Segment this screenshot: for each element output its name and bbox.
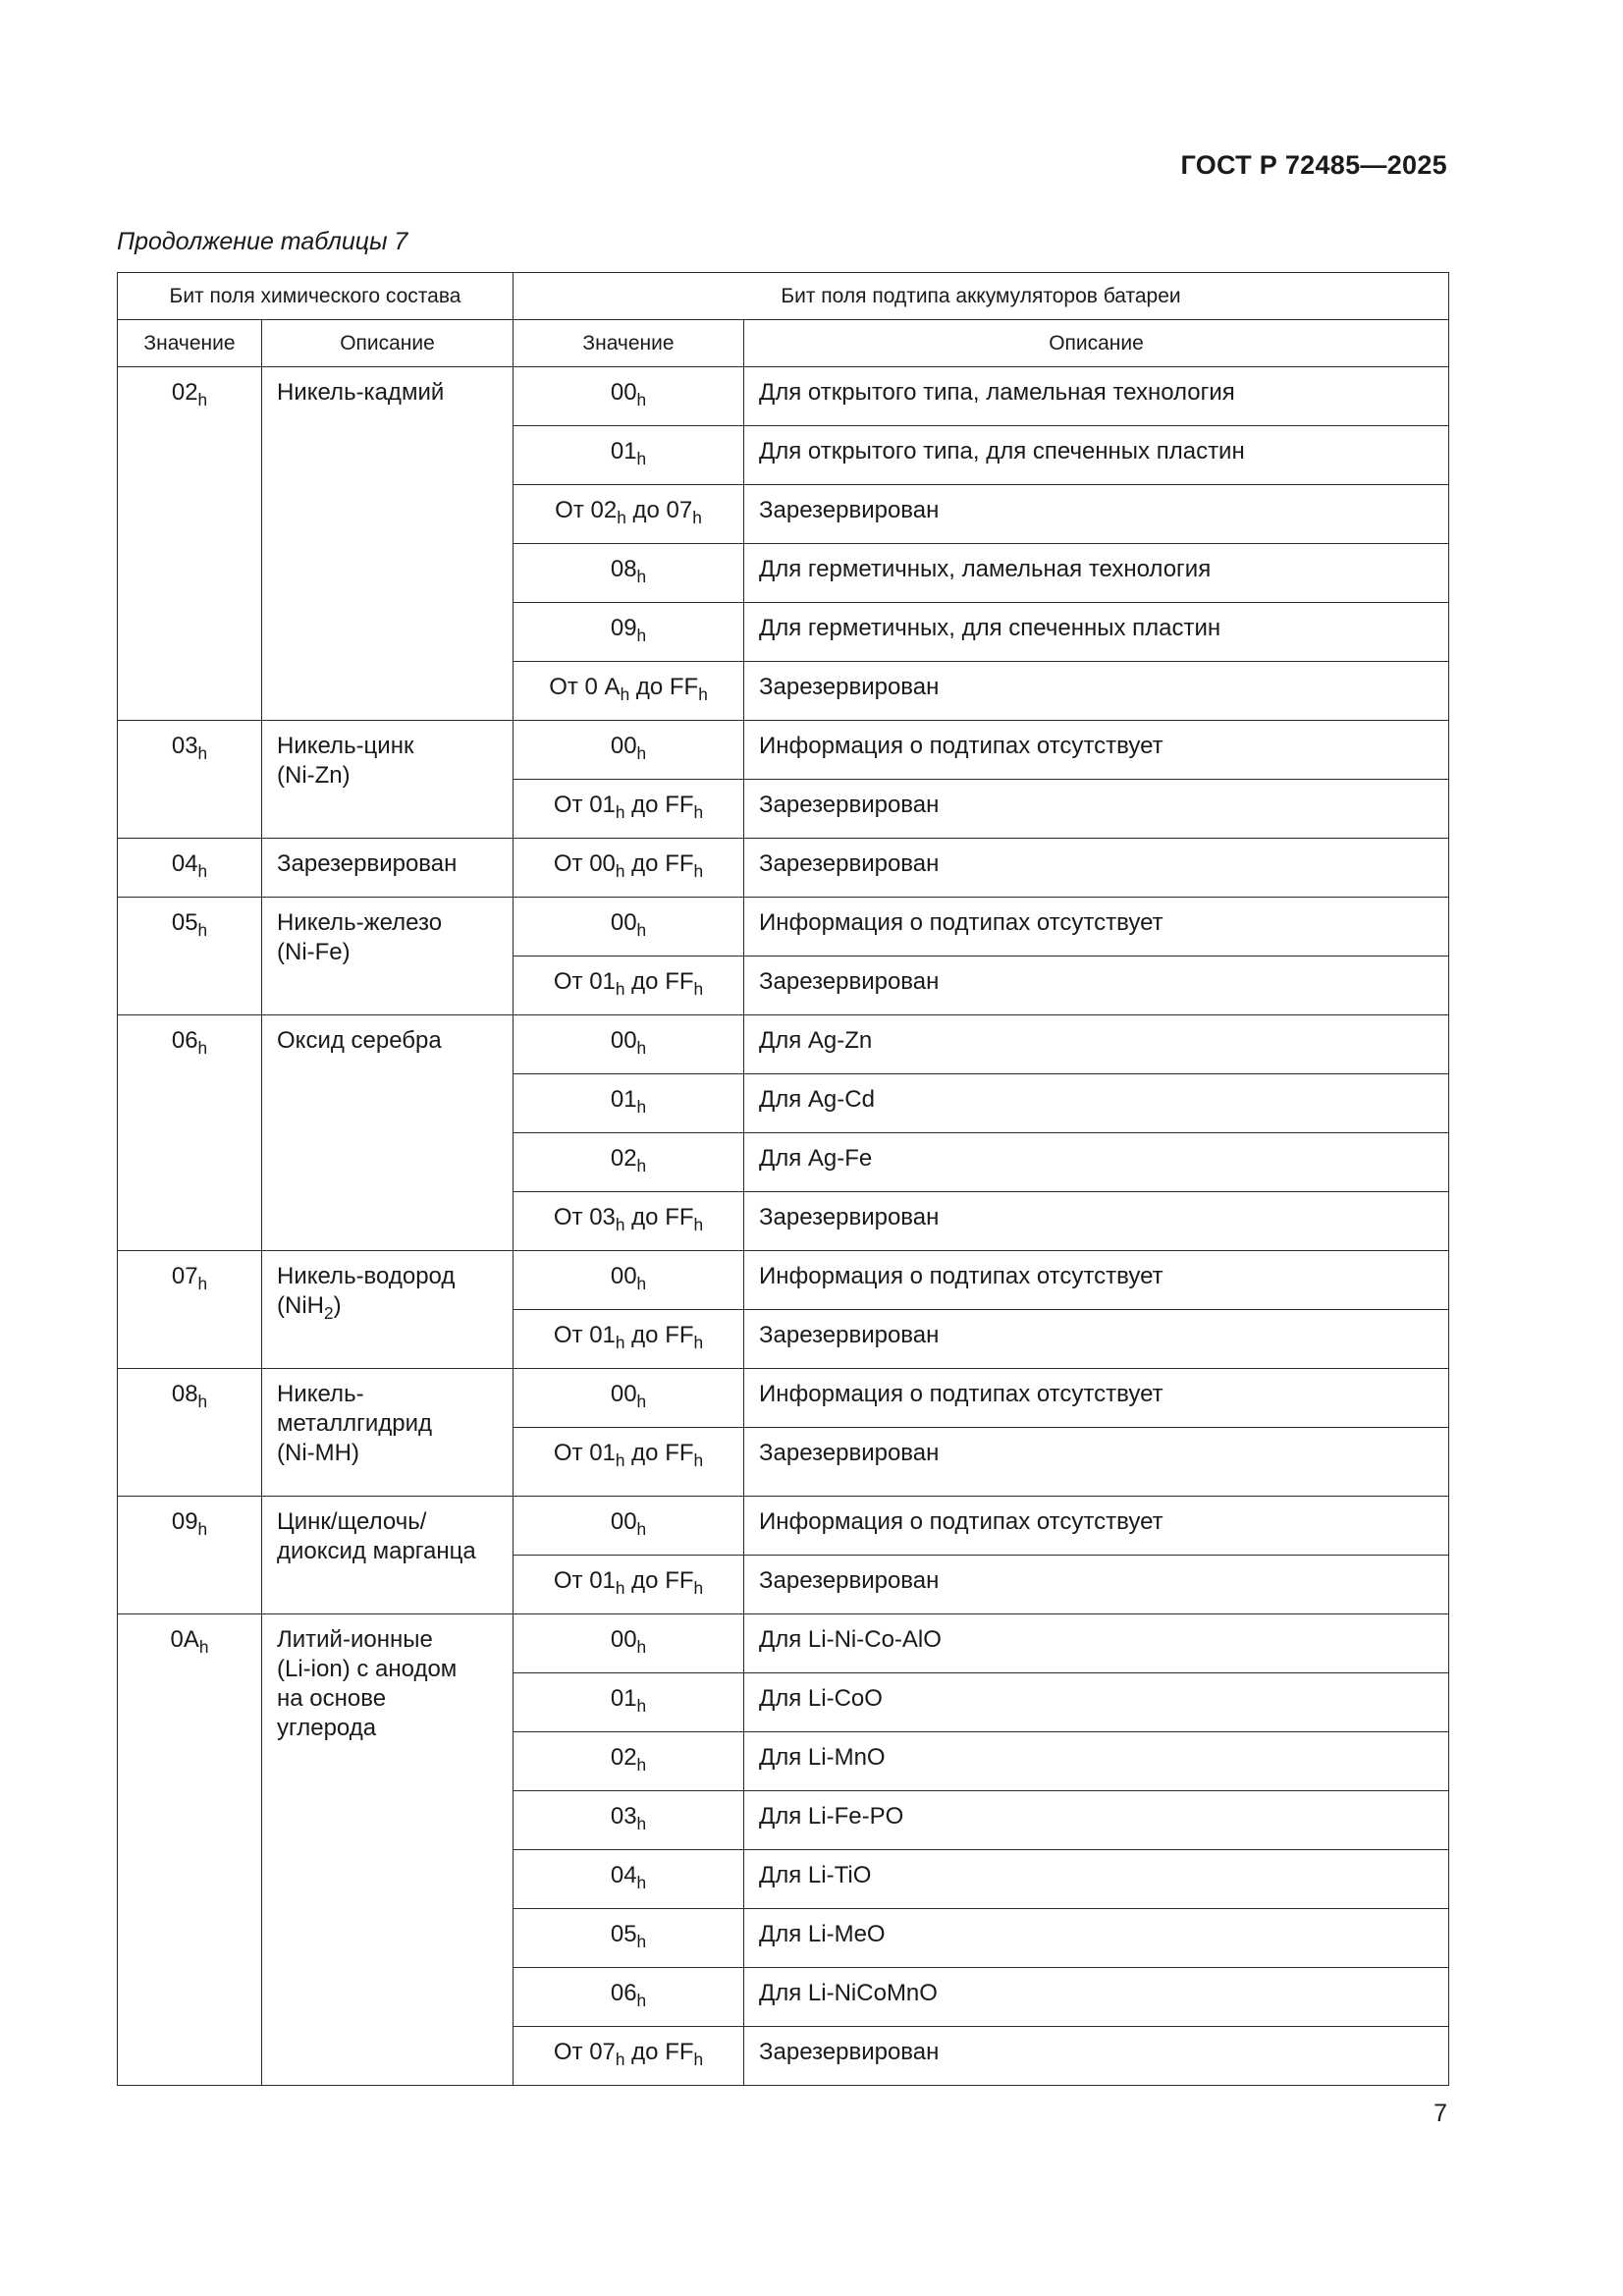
subtype-description-cell: Для герметичных, ламельная технология bbox=[744, 544, 1449, 603]
chemistry-value-cell: $0A_h$ bbox=[118, 1614, 262, 2086]
subtype-value-cell: $02_h$ bbox=[514, 1133, 744, 1192]
table-row bbox=[118, 1251, 1449, 1310]
page-number: 7 bbox=[1434, 2100, 1447, 2127]
subtype-description-cell: Зарезервирован bbox=[744, 662, 1449, 721]
subscript-h: h bbox=[636, 1755, 647, 1776]
subscript-h: h bbox=[698, 684, 708, 705]
subtype-description-cell: Зарезервирован bbox=[744, 780, 1449, 839]
subscript-h: h bbox=[197, 743, 208, 764]
subscript-h: h bbox=[636, 1696, 647, 1717]
subtype-value-cell: $05_h$ bbox=[514, 1909, 744, 1968]
subtype-description-cell: Для Li-Ni-Co-AlO bbox=[744, 1614, 1449, 1673]
subtype-description-cell: Для Li-CoO bbox=[744, 1673, 1449, 1732]
subscript-h: h bbox=[636, 1519, 647, 1540]
subscript-h: h bbox=[615, 1450, 625, 1471]
battery-chemistry-table bbox=[117, 272, 1449, 2086]
chemistry-description-cell: Никель-железо (Ni-Fe) bbox=[262, 898, 514, 1015]
chemistry-group-header: Бит поля химического состава bbox=[118, 273, 514, 320]
subtype-value-cell: $09_h$ bbox=[514, 603, 744, 662]
subtype-value-cell: От $00_h$ до $FF_h$ bbox=[514, 839, 744, 898]
subscript-h: h bbox=[693, 861, 704, 882]
subscript-h: h bbox=[636, 567, 647, 587]
column-header-row bbox=[118, 320, 1449, 367]
subtype-description-cell: Для Li-TiO bbox=[744, 1850, 1449, 1909]
subtype-value-cell: От $01_h$ до $FF_h$ bbox=[514, 957, 744, 1015]
subscript-h: h bbox=[693, 1450, 704, 1471]
subtype-value-cell: От $03_h$ до $FF_h$ bbox=[514, 1192, 744, 1251]
chemistry-value-cell: $09_h$ bbox=[118, 1497, 262, 1614]
subscript-h: h bbox=[615, 979, 625, 1000]
chemistry-description-cell: Никель-кадмий bbox=[262, 367, 514, 721]
subtype-value-cell: $06_h$ bbox=[514, 1968, 744, 2027]
document-standard-number: ГОСТ Р 72485—2025 bbox=[1180, 150, 1447, 180]
subscript-h: h bbox=[615, 1215, 625, 1235]
subtype-description-cell: Информация о подтипах отсутствует bbox=[744, 1251, 1449, 1310]
subtype-description-cell: Для Ag-Zn bbox=[744, 1015, 1449, 1074]
subtype-description-cell: Для Li-MnO bbox=[744, 1732, 1449, 1791]
subtype-value-cell: $00_h$ bbox=[514, 1497, 744, 1556]
subtype-description-cell: Информация о подтипах отсутствует bbox=[744, 721, 1449, 780]
subtype-description-cell: Зарезервирован bbox=[744, 2027, 1449, 2086]
chemistry-value-cell: $05_h$ bbox=[118, 898, 262, 1015]
subscript-h: h bbox=[617, 508, 626, 528]
subscript-h: h bbox=[197, 1392, 208, 1412]
subtype-value-cell: $01_h$ bbox=[514, 1673, 744, 1732]
subtype-value-cell: $00_h$ bbox=[514, 898, 744, 957]
chemistry-description-cell: Литий-ионные (Li-ion) с анодом на основе углерода bbox=[262, 1614, 514, 2086]
chemistry-value-cell: $02_h$ bbox=[118, 367, 262, 721]
subtype-description-cell: Для Li-NiCoMnO bbox=[744, 1968, 1449, 2027]
subtype-value-cell: От $01_h$ до $FF_h$ bbox=[514, 780, 744, 839]
table-caption: Продолжение таблицы 7 bbox=[117, 228, 408, 255]
subscript: 2 bbox=[324, 1303, 334, 1324]
subscript-h: h bbox=[197, 390, 208, 410]
subscript-h: h bbox=[615, 2050, 625, 2070]
subscript-h: h bbox=[620, 684, 630, 705]
subscript-h: h bbox=[636, 1038, 647, 1059]
subtype-description-cell: Для Ag-Cd bbox=[744, 1074, 1449, 1133]
subscript-h: h bbox=[636, 920, 647, 941]
table-row bbox=[118, 898, 1449, 957]
subscript-h: h bbox=[636, 449, 647, 469]
group-header-row bbox=[118, 273, 1449, 320]
subtype-value-cell: $03_h$ bbox=[514, 1791, 744, 1850]
subscript-h: h bbox=[636, 1814, 647, 1834]
subtype-value-cell: От $07_h$ до $FF_h$ bbox=[514, 2027, 744, 2086]
subscript-h: h bbox=[693, 979, 704, 1000]
subscript-h: h bbox=[636, 1932, 647, 1952]
subtype-description-cell: Информация о подтипах отсутствует bbox=[744, 1497, 1449, 1556]
subscript-h: h bbox=[197, 1274, 208, 1294]
subtype-value-cell: От $02_h$ до $07_h$ bbox=[514, 485, 744, 544]
chemistry-value-cell: $08_h$ bbox=[118, 1369, 262, 1497]
subscript-h: h bbox=[197, 861, 208, 882]
subtype-value-cell: $00_h$ bbox=[514, 1251, 744, 1310]
subscript-h: h bbox=[197, 1519, 208, 1540]
subtype-description-cell: Для Ag-Fe bbox=[744, 1133, 1449, 1192]
subscript-h: h bbox=[693, 802, 704, 823]
table-row bbox=[118, 721, 1449, 780]
subtype-value-cell: $04_h$ bbox=[514, 1850, 744, 1909]
subtype-value-cell: От $01_h$ до $FF_h$ bbox=[514, 1310, 744, 1369]
table-row bbox=[118, 1015, 1449, 1074]
table-body bbox=[118, 367, 1449, 2086]
subtype-description-cell: Зарезервирован bbox=[744, 1428, 1449, 1497]
col-header-subtype-value: Значение bbox=[514, 320, 744, 367]
subtype-description-cell: Для герметичных, для спеченных пластин bbox=[744, 603, 1449, 662]
table-row bbox=[118, 1614, 1449, 1673]
subscript-h: h bbox=[615, 1578, 625, 1599]
subscript-h: h bbox=[198, 1637, 209, 1658]
subscript-h: h bbox=[636, 1097, 647, 1118]
subtype-value-cell: От $01_h$ до $FF_h$ bbox=[514, 1556, 744, 1614]
subscript-h: h bbox=[636, 1637, 647, 1658]
table-row bbox=[118, 1369, 1449, 1428]
subtype-value-cell: От 0 $A_h$ до $FF_h$ bbox=[514, 662, 744, 721]
subtype-value-cell: $02_h$ bbox=[514, 1732, 744, 1791]
subtype-description-cell: Для открытого типа, ламельная технология bbox=[744, 367, 1449, 426]
chemistry-description-cell: Зарезервирован bbox=[262, 839, 514, 898]
subtype-description-cell: Для открытого типа, для спеченных пластин bbox=[744, 426, 1449, 485]
subscript-h: h bbox=[636, 1873, 647, 1893]
subscript-h: h bbox=[636, 1392, 647, 1412]
subtype-description-cell: Зарезервирован bbox=[744, 1192, 1449, 1251]
subtype-value-cell: $00_h$ bbox=[514, 1614, 744, 1673]
subtype-value-cell: $00_h$ bbox=[514, 721, 744, 780]
subtype-description-cell: Для Li-Fe-PO bbox=[744, 1791, 1449, 1850]
subscript-h: h bbox=[693, 1333, 704, 1353]
subtype-value-cell: $08_h$ bbox=[514, 544, 744, 603]
subscript-h: h bbox=[197, 920, 208, 941]
subscript-h: h bbox=[693, 1215, 704, 1235]
subtype-description-cell: Зарезервирован bbox=[744, 839, 1449, 898]
subtype-description-cell: Информация о подтипах отсутствует bbox=[744, 1369, 1449, 1428]
subtype-value-cell: $00_h$ bbox=[514, 1369, 744, 1428]
chemistry-value-cell: $07_h$ bbox=[118, 1251, 262, 1369]
subtype-description-cell: Зарезервирован bbox=[744, 1310, 1449, 1369]
subtype-value-cell: $00_h$ bbox=[514, 367, 744, 426]
chemistry-value-cell: $06_h$ bbox=[118, 1015, 262, 1251]
subtype-description-cell: Для Li-MeO bbox=[744, 1909, 1449, 1968]
col-header-chem-desc: Описание bbox=[262, 320, 514, 367]
subtype-description-cell: Информация о подтипах отсутствует bbox=[744, 898, 1449, 957]
subtype-description-cell: Зарезервирован bbox=[744, 1556, 1449, 1614]
subscript-h: h bbox=[693, 2050, 704, 2070]
subscript-h: h bbox=[636, 1156, 647, 1176]
subtype-value-cell: $01_h$ bbox=[514, 426, 744, 485]
table-row bbox=[118, 367, 1449, 426]
subscript-h: h bbox=[615, 802, 625, 823]
subscript-h: h bbox=[636, 626, 647, 646]
subscript-h: h bbox=[692, 508, 702, 528]
subscript-h: h bbox=[636, 1274, 647, 1294]
chemistry-description-cell: Никель-цинк (Ni-Zn) bbox=[262, 721, 514, 839]
chemistry-value-cell: $03_h$ bbox=[118, 721, 262, 839]
subscript-h: h bbox=[636, 390, 647, 410]
subscript-h: h bbox=[636, 743, 647, 764]
subtype-value-cell: $00_h$ bbox=[514, 1015, 744, 1074]
subscript-h: h bbox=[615, 1333, 625, 1353]
subtype-value-cell: От $01_h$ до $FF_h$ bbox=[514, 1428, 744, 1497]
subtype-group-header: Бит поля подтипа аккумуляторов батареи bbox=[514, 273, 1449, 320]
col-header-subtype-desc: Описание bbox=[744, 320, 1449, 367]
table-header bbox=[118, 273, 1449, 367]
subscript-h: h bbox=[615, 861, 625, 882]
chemistry-description-cell: Никель-водород (NiH$_2$) bbox=[262, 1251, 514, 1369]
table-row bbox=[118, 1497, 1449, 1556]
subtype-description-cell: Зарезервирован bbox=[744, 957, 1449, 1015]
table-row bbox=[118, 839, 1449, 898]
subscript-h: h bbox=[197, 1038, 208, 1059]
chemistry-description-cell: Никель- металлгидрид (Ni-MH) bbox=[262, 1369, 514, 1497]
chemistry-description-cell: Оксид серебра bbox=[262, 1015, 514, 1251]
subtype-description-cell: Зарезервирован bbox=[744, 485, 1449, 544]
chemistry-value-cell: $04_h$ bbox=[118, 839, 262, 898]
subscript-h: h bbox=[636, 1991, 647, 2011]
subtype-value-cell: $01_h$ bbox=[514, 1074, 744, 1133]
chemistry-description-cell: Цинк/щелочь/ диоксид марганца bbox=[262, 1497, 514, 1614]
subscript-h: h bbox=[693, 1578, 704, 1599]
col-header-chem-value: Значение bbox=[118, 320, 262, 367]
